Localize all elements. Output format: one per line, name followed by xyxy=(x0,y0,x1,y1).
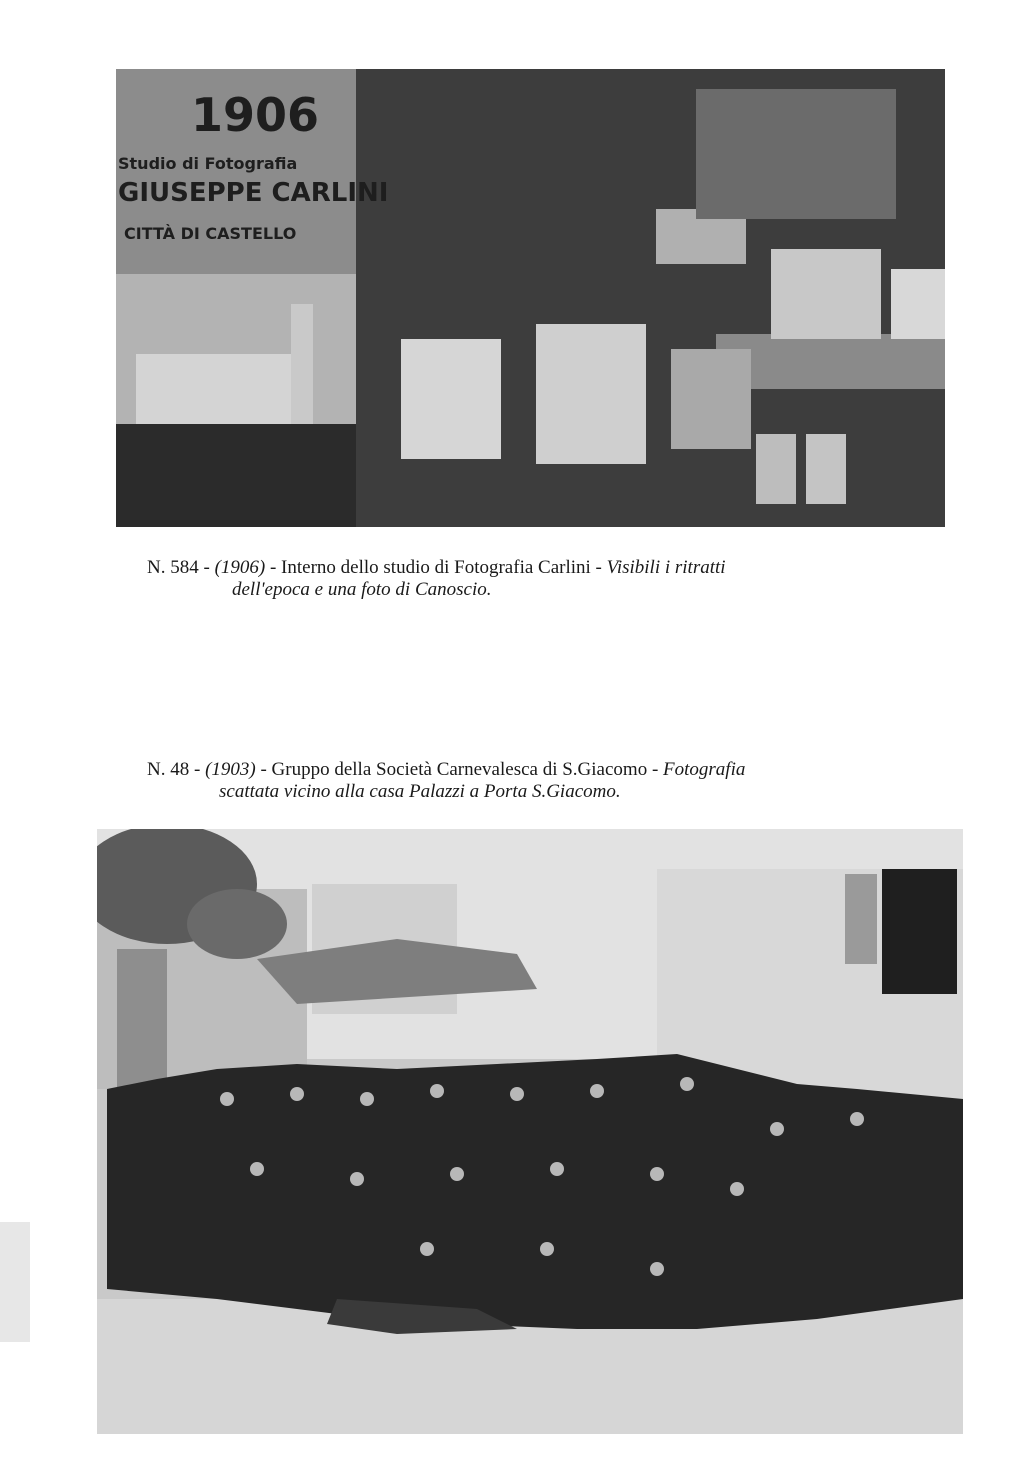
sign-year: 1906 xyxy=(191,88,320,142)
caption-584-year: (1906) xyxy=(214,557,266,578)
photo-group-carnival-society xyxy=(97,829,963,1434)
scan-edge-shadow xyxy=(0,1222,30,1342)
caption-48-line2: scattata vicino alla casa Palazzi a Porta S.Giacomo. xyxy=(219,781,621,802)
caption-584-line1 xyxy=(147,557,927,579)
caption-584-text: - Interno dello studio di Fotografia Carlini - xyxy=(265,557,607,578)
caption-48-number: N. 48 - xyxy=(147,759,206,780)
caption-48-italic: Fotografia xyxy=(663,759,746,780)
caption-photo-48 xyxy=(147,759,927,803)
sign-line3: CITTÀ DI CASTELLO xyxy=(124,224,297,243)
caption-584-number: N. 584 - xyxy=(147,557,215,578)
caption-584-italic: Visibili i ritratti xyxy=(606,557,726,578)
caption-photo-584 xyxy=(147,557,927,601)
caption-48-text: - Gruppo della Società Carnevalesca di S.Giacomo - xyxy=(255,759,664,780)
sign-line1: Studio di Fotografia xyxy=(118,154,298,173)
sign-line2: GIUSEPPE CARLINI xyxy=(118,178,389,208)
caption-584-line2: dell'epoca e una foto di Canoscio. xyxy=(232,579,492,600)
photo-studio-interior xyxy=(116,69,945,527)
caption-48-year: (1903) xyxy=(205,759,256,780)
caption-48-line1 xyxy=(147,759,927,781)
photo-studio-interior-image xyxy=(116,69,945,527)
photo-group-image xyxy=(97,829,963,1434)
